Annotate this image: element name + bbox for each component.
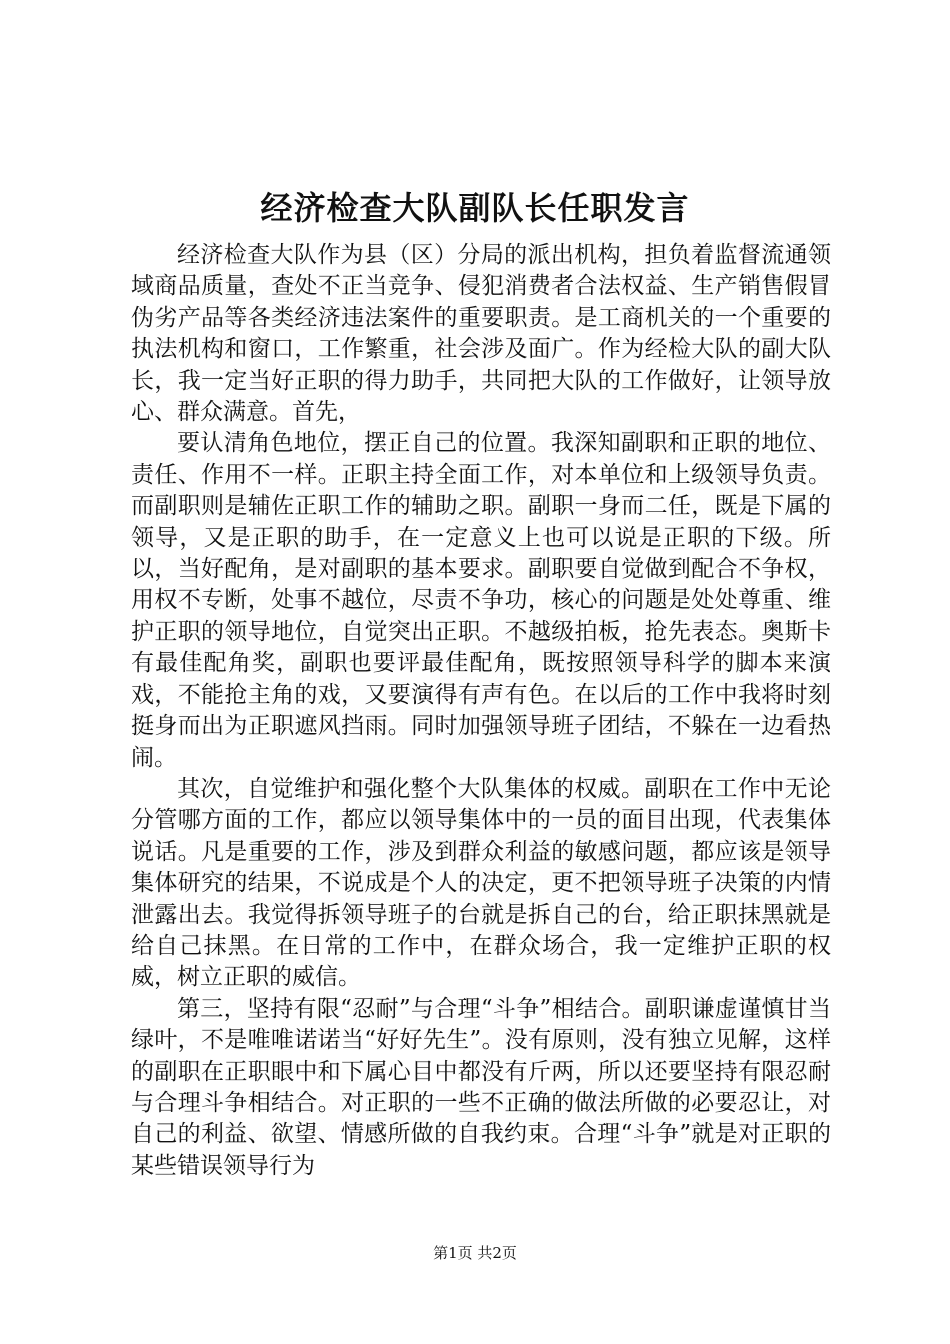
paragraph-1: 经济检查大队作为县（区）分局的派出机构，担负着监督流通领域商品质量，查处不正当竞争、侵犯消费者合法权益、生产销售假冒伪劣产品等各类经济违法案件的重要职责。是工商机关的一个重要的执法机构和窗口，工作繁重，社会涉及面广。作为经检大队的副大队长，我一定当好正职的得力助手，共同把大队的工作做好，让领导放心、群众满意。首先， [131, 242, 831, 426]
paragraph-3: 其次，自觉维护和强化整个大队集体的权威。副职在工作中无论分管哪方面的工作，都应以领导集体中的一员的面目出现，代表集体说话。凡是重要的工作，涉及到群众利益的敏感问题，都应该是领导集体研究的结果，不说成是个人的决定，更不把领导班子决策的内情泄露出去。我觉得拆领导班子的台就是拆自己的台，给正职抹黑就是给自己抹黑。在日常的工作中，在群众场合，我一定维护正职的权威，树立正职的威信。 [131, 775, 831, 991]
document-body [131, 240, 831, 1182]
paragraph-2: 要认清角色地位，摆正自己的位置。我深知副职和正职的地位、责任、作用不一样。正职主持全面工作，对本单位和上级领导负责。而副职则是辅佐正职工作的辅助之职。副职一身而二任，既是下属的领导，又是正职的助手，在一定意义上也可以说是正职的下级。所以，当好配角，是对副职的基本要求。副职要自觉做到配合不争权，用权不专断，处事不越位，尽责不争功，核心的问题是处处尊重、维护正职的领导地位，自觉突出正职。不越级拍板，抢先表态。奥斯卡有最佳配角奖，副职也要评最佳配角，既按照领导科学的脚本来演戏，不能抢主角的戏，又要演得有声有色。在以后的工作中我将时刻挺身而出为正职遮风挡雨。同时加强领导班子团结，不躲在一边看热闹。 [131, 430, 831, 771]
paragraph-4: 第三，坚持有限“忍耐”与合理“斗争”相结合。副职谦虚谨慎甘当绿叶，不是唯唯诺诺当“好好先生”。没有原则，没有独立见解，这样的副职在正职眼中和下属心目中都没有斤两，所以还要坚持有限忍耐与合理斗争相结合。对正职的一些不正确的做法所做的必要忍让，对自己的利益、欲望、情感所做的自我约束。合理“斗争”就是对正职的某些错误领导行为 [131, 995, 831, 1179]
document-title: 经济检查大队副队长任职发言 [260, 189, 690, 227]
page-number-footer: 第1页 共2页 [433, 1244, 517, 1262]
